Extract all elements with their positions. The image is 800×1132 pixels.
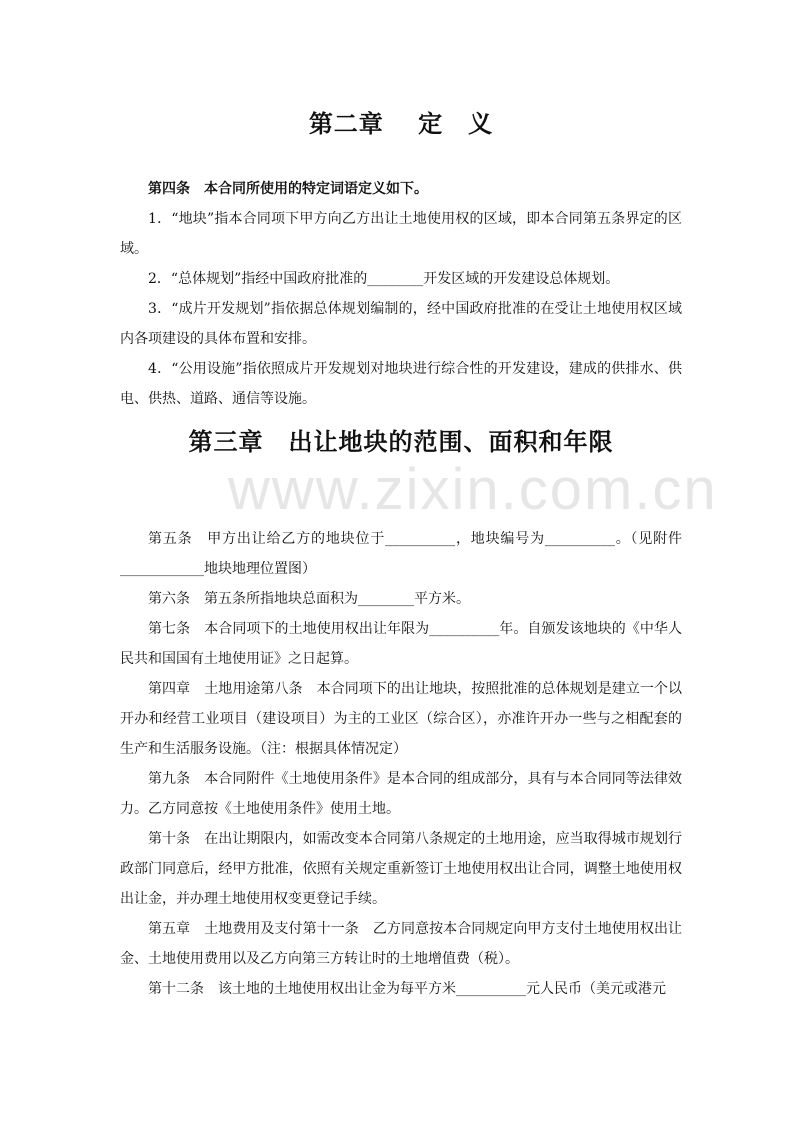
chapter-2-title: 第二章 定 义 <box>308 109 494 138</box>
watermark: www.zixin.com.cn <box>228 457 718 522</box>
document-page <box>120 0 718 1004</box>
definition-item: 2．“总体规划”指经中国政府批准的________开发区域的开发建设总体规划。 <box>148 271 620 287</box>
article-paragraph: 第六条 第五条所指地块总面积为________平方米。 <box>148 591 470 607</box>
article-paragraph: 第十二条 该土地的土地使用权出让金为每平方米__________元人民币（美元或港元 <box>148 981 666 997</box>
chapter-3-body <box>120 524 682 1004</box>
article-paragraph: 第九条 本合同附件《土地使用条件》是本合同的组成部分，具有与本合同同等法律效力。乙方同意按《土地使用条件》使用土地。 <box>120 771 682 817</box>
chapter-3-title: 第三章 出让地块的范围、面积和年限 <box>188 427 614 456</box>
definition-item: 1．“地块”指本合同项下甲方向乙方出让土地使用权的区域，即本合同第五条界定的区域。 <box>120 211 682 257</box>
article-paragraph: 第十条 在出让期限内，如需改变本合同第八条规定的土地用途，应当取得城市规划行政部门同意后，经甲方批准，依照有关规定重新签订土地使用权出让合同，调整土地使用权出让金，并办理土地使用权变更登记手续。 <box>120 831 682 907</box>
definition-item: 3．“成片开发规划”指依据总体规划编制的，经中国政府批准的在受让土地使用权区域内各项建设的具体布置和安排。 <box>120 301 682 347</box>
definition-item: 4．“公用设施”指依照成片开发规划对地块进行综合性的开发建设，建成的供排水、供电、供热、道路、通信等设施。 <box>120 361 682 407</box>
article-paragraph: 第五章 土地费用及支付第十一条 乙方同意按本合同规定向甲方支付土地使用权出让金、土地使用费用以及乙方向第三方转让时的土地增值费（税）。 <box>120 921 682 967</box>
article-paragraph: 第四章 土地用途第八条 本合同项下的出让地块，按照批准的总体规划是建立一个以开办和经营工业项目（建设项目）为主的工业区（综合区），亦准许开办一些与之相配套的生产和生活服务设施。（注：根据具体情况定） <box>120 681 682 757</box>
chapter-2-body <box>120 174 682 414</box>
article-paragraph: 第五条 甲方出让给乙方的地块位于__________，地块编号为__________。（见附件____________地块地理位置图） <box>120 531 682 577</box>
article-4-heading: 第四条 本合同所使用的特定词语定义如下。 <box>148 181 428 197</box>
article-paragraph: 第七条 本合同项下的土地使用权出让年限为__________年。自颁发该地块的《中华人民共和国国有土地使用证》之日起算。 <box>120 621 682 667</box>
